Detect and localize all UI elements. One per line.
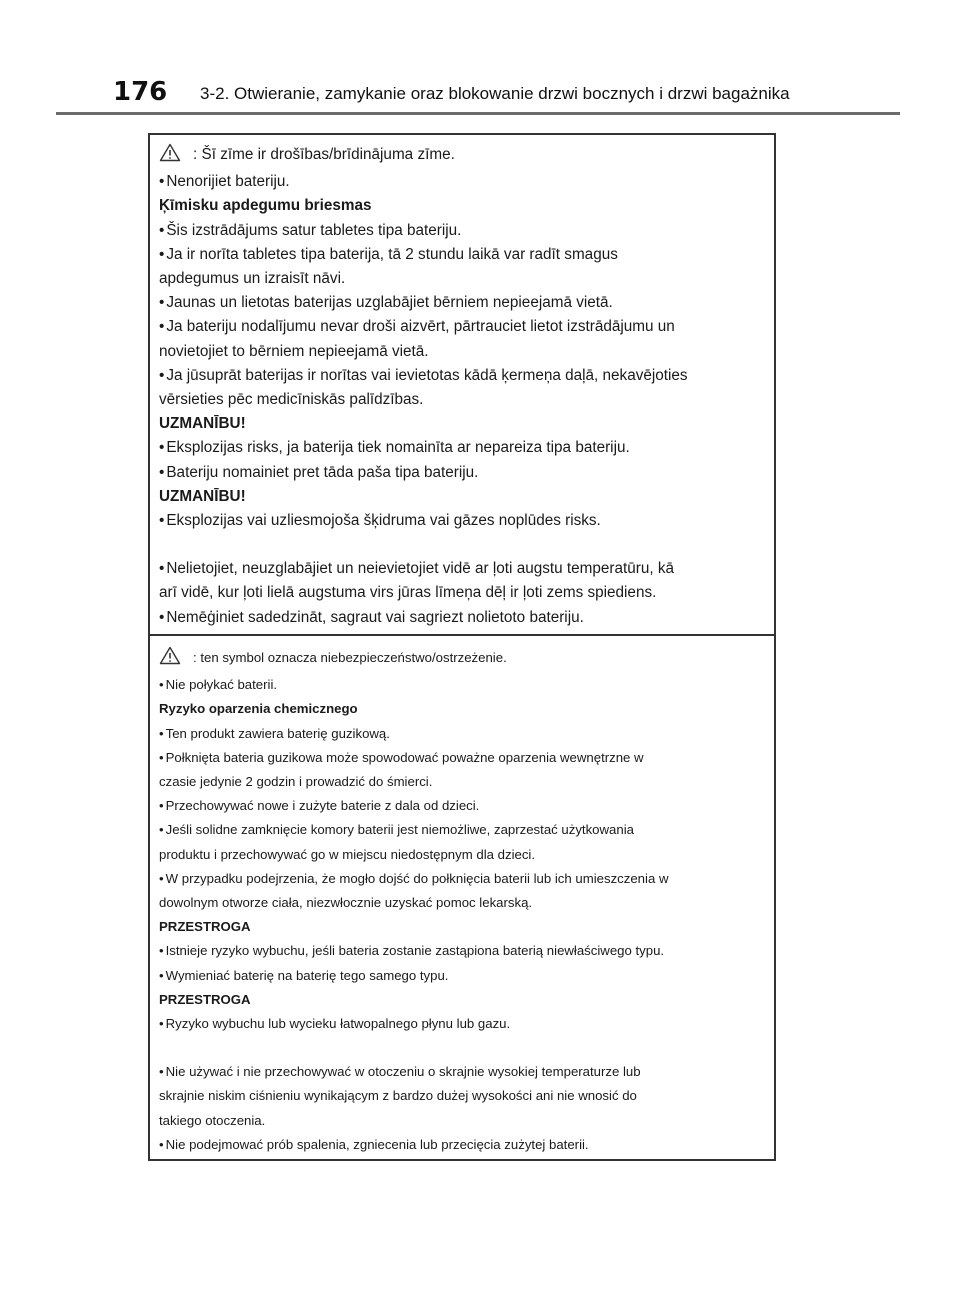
warning-triangle-icon — [159, 143, 181, 170]
list-item — [159, 315, 774, 339]
list-item-text: Ten produkt zawiera baterię guzikową. — [165, 725, 390, 741]
section-heading: Ryzyko oparzenia chemicznego — [159, 701, 358, 717]
list-item — [159, 461, 774, 485]
list-item-text: Nelietojiet, neuzglabājiet un neievietojiet vidē ar ļoti augstu temperatūru, kā — [166, 560, 675, 578]
list-item-continuation: czasie jedynie 2 godzin i prowadzić do śmierci. — [159, 774, 433, 790]
list-item-text: Wymieniać baterię na baterię tego samego typu. — [165, 967, 449, 983]
list-item — [159, 170, 774, 194]
battery-warning-box — [148, 133, 776, 1161]
bullet: • — [159, 221, 165, 239]
bullet: • — [159, 366, 165, 384]
list-item-text: Ja jūsuprāt baterijas ir norītas vai ievietotas kādā ķermeņa daļā, nekavējoties — [166, 366, 688, 384]
list-item — [159, 291, 774, 315]
list-item-text: Šis izstrādājums satur tabletes tipa bateriju. — [166, 221, 462, 239]
bullet: • — [159, 943, 164, 959]
list-item — [159, 867, 774, 891]
list-item-text: Eksplozijas risks, ja baterija tiek nomainīta ar nepareiza tipa bateriju. — [166, 439, 630, 457]
caution-heading: UZMANĪBU! — [159, 487, 246, 505]
bullet: • — [159, 967, 164, 983]
list-item-text: Bateriju nomainiet pret tāda paša tipa bateriju. — [166, 463, 479, 481]
list-item — [159, 606, 774, 630]
symbol-note-text: : Šī zīme ir drošības/brīdinājuma zīme. — [193, 146, 455, 163]
list-item-continuation: takiego otoczenia. — [159, 1112, 266, 1128]
list-item — [159, 746, 774, 770]
list-item — [159, 1133, 774, 1157]
list-item — [159, 1012, 774, 1036]
list-item — [159, 243, 774, 267]
list-item — [159, 364, 774, 388]
list-item-text: Jeśli solidne zamknięcie komory baterii jest niemożliwe, zaprzestać użytkowania — [165, 822, 634, 838]
list-item-text: Eksplozijas vai uzliesmojoša šķidruma vai gāzes noplūdes risks. — [166, 512, 601, 530]
list-item — [159, 557, 774, 581]
list-item-continuation: skrajnie niskim ciśnieniu wynikającym z bardzo dużej wysokości ani nie wnosić do — [159, 1088, 637, 1104]
symbol-note-line — [159, 143, 774, 170]
page-header — [0, 0, 960, 116]
spacer — [159, 1036, 774, 1060]
list-item-text: Połknięta bateria guzikowa może spowodować poważne oparzenia wewnętrzne w — [165, 749, 644, 765]
section-heading: Ķīmisku apdegumu briesmas — [159, 197, 372, 215]
symbol-note-line — [159, 646, 774, 673]
list-item-continuation: dowolnym otworze ciała, niezwłocznie uzyskać pomoc lekarską. — [159, 895, 533, 911]
list-item-text: Istnieje ryzyko wybuchu, jeśli bateria zostanie zastąpiona baterią niewłaściwego typu. — [165, 943, 665, 959]
list-item-continuation: vērsieties pēc medicīniskās palīdzības. — [159, 391, 424, 409]
list-item — [159, 436, 774, 460]
bullet: • — [159, 560, 165, 578]
list-item — [159, 939, 774, 963]
bullet: • — [159, 677, 164, 693]
caution-heading: UZMANĪBU! — [159, 415, 246, 433]
list-item-text: Nenorijiet bateriju. — [166, 173, 290, 191]
bullet: • — [159, 1064, 164, 1080]
list-item — [159, 794, 774, 818]
list-item — [159, 818, 774, 842]
bullet: • — [159, 870, 164, 886]
bullet: • — [159, 245, 165, 263]
list-item-text: Przechowywać nowe i zużyte baterie z dala od dzieci. — [165, 798, 480, 814]
bullet: • — [159, 318, 165, 336]
list-item — [159, 219, 774, 243]
list-item — [159, 1060, 774, 1084]
bullet: • — [159, 512, 165, 530]
list-item-text: Jaunas un lietotas baterijas uzglabājiet bērniem nepieejamā vietā. — [166, 294, 613, 312]
page-number: 176 — [113, 77, 168, 107]
list-item-text: Ja ir norīta tabletes tipa baterija, tā 2 stundu laikā var radīt smagus — [166, 245, 618, 263]
bullet: • — [159, 725, 164, 741]
bullet: • — [159, 749, 164, 765]
header-divider — [56, 112, 900, 115]
list-item-text: W przypadku podejrzenia, że mogło dojść do połknięcia baterii lub ich umieszczenia w — [165, 870, 669, 886]
list-item — [159, 673, 774, 697]
list-item — [159, 964, 774, 988]
bullet: • — [159, 1136, 164, 1152]
latvian-warning-panel — [150, 135, 774, 636]
bullet: • — [159, 439, 165, 457]
caution-heading: PRZESTROGA — [159, 919, 251, 935]
bullet: • — [159, 822, 164, 838]
list-item-text: Nie połykać baterii. — [165, 677, 278, 693]
symbol-note-text: : ten symbol oznacza niebezpieczeństwo/ostrzeżenie. — [193, 650, 507, 665]
list-item-text: Nemēģiniet sadedzināt, sagraut vai sagriezt nolietoto bateriju. — [166, 608, 584, 626]
spacer — [159, 533, 774, 557]
bullet: • — [159, 173, 165, 191]
warning-triangle-icon — [159, 646, 181, 673]
section-title: 3-2. Otwieranie, zamykanie oraz blokowanie drzwi bocznych i drzwi bagażnika — [200, 84, 790, 103]
list-item-text: Nie używać i nie przechowywać w otoczeniu o skrajnie wysokiej temperaturze lub — [165, 1064, 641, 1080]
bullet: • — [159, 1016, 164, 1032]
list-item-text: Ja bateriju nodalījumu nevar droši aizvērt, pārtrauciet lietot izstrādājumu un — [166, 318, 675, 336]
list-item-text: Nie podejmować prób spalenia, zgniecenia lub przecięcia zużytej baterii. — [165, 1136, 589, 1152]
list-item-text: Ryzyko wybuchu lub wycieku łatwopalnego płynu lub gazu. — [165, 1016, 511, 1032]
polish-warning-panel — [150, 636, 774, 1159]
bullet: • — [159, 798, 164, 814]
bullet: • — [159, 463, 165, 481]
list-item-continuation: arī vidē, kur ļoti lielā augstuma virs jūras līmeņa dēļ ir ļoti zems spiediens. — [159, 584, 657, 602]
bullet: • — [159, 608, 165, 626]
bullet: • — [159, 294, 165, 312]
list-item-continuation: apdegumus un izraisīt nāvi. — [159, 270, 346, 288]
caution-heading: PRZESTROGA — [159, 991, 251, 1007]
list-item-continuation: produktu i przechowywać go w miejscu niedostępnym dla dzieci. — [159, 846, 536, 862]
list-item — [159, 722, 774, 746]
list-item — [159, 509, 774, 533]
list-item-continuation: novietojiet to bērniem nepieejamā vietā. — [159, 342, 429, 360]
